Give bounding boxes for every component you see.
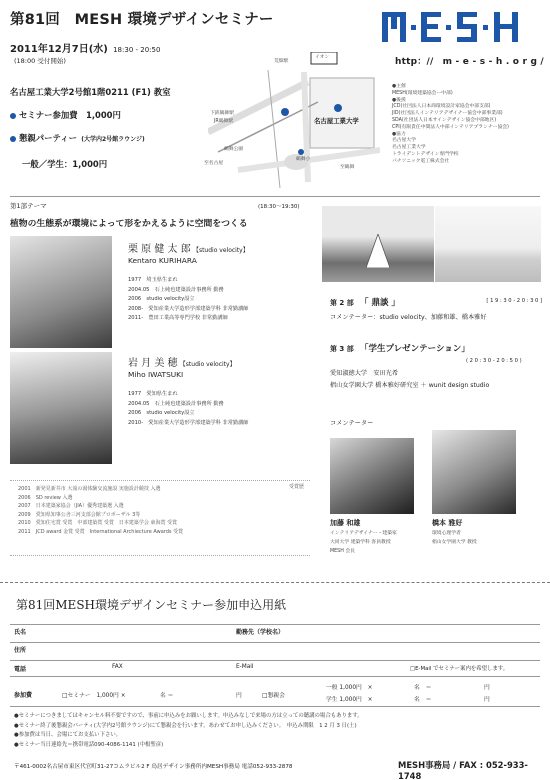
map-label-arahata: 荒畑駅 bbox=[274, 59, 289, 64]
part2-label: 第 2 部 bbox=[330, 299, 354, 307]
divider bbox=[10, 196, 540, 197]
award-item: 2006 SD review 入選 bbox=[18, 494, 73, 501]
party-fee: 一般／学生：1,000円 bbox=[22, 159, 108, 169]
award-item: 2009 愛知県知事公舎三河支部会館プロポーザル 3等 bbox=[18, 511, 141, 518]
name-field[interactable] bbox=[40, 626, 230, 640]
seminar-count-label: 名 ＝ bbox=[160, 693, 174, 699]
speaker2-photo bbox=[10, 352, 112, 464]
part3-line1: 愛知淑徳大学 安田光希 bbox=[330, 370, 399, 377]
commentator2-photo bbox=[432, 430, 516, 514]
part1-theme: 植物の生態系が環境によって形をかえるように空間をつくる bbox=[10, 219, 248, 229]
organizer-line: ●主催 bbox=[392, 84, 406, 89]
part2-title: 「 鼎談 」 bbox=[359, 298, 400, 308]
address-field[interactable] bbox=[40, 644, 538, 658]
general-count-label: 名 ＝ bbox=[414, 685, 432, 691]
organizer-line: ●協力 bbox=[392, 131, 406, 137]
fax-label: FAX bbox=[112, 664, 123, 670]
general-yen-label: 円 bbox=[484, 685, 490, 691]
speaker2-name: 岩 月 美 穂 bbox=[128, 358, 178, 369]
awards-heading: 受賞歴 bbox=[288, 484, 304, 490]
event-time: 18:30 - 20:50 bbox=[113, 46, 161, 54]
commentator2-name: 橋本 雅好 bbox=[432, 519, 463, 527]
map-label-aeon: イオン bbox=[315, 55, 330, 60]
org-label: 勤務先（学校名） bbox=[236, 629, 285, 636]
bio-line: 2004.05 石上純也建築設計事務所 勤務 bbox=[128, 400, 224, 407]
party-place: (大学内2号館ラウンジ) bbox=[81, 136, 145, 143]
speaker1-photo bbox=[10, 236, 112, 348]
map-label-park: 鶴舞公園 bbox=[224, 147, 244, 152]
commentator1-photo bbox=[330, 438, 414, 514]
part3-title: 「学生プレゼンテーション」 bbox=[359, 344, 470, 354]
venue: 名古屋工業大学2号館1階0211 (F1) 教室 bbox=[10, 87, 171, 97]
part2-header bbox=[330, 296, 542, 308]
map-label-tsurumai: 至鶴舞 bbox=[340, 165, 355, 170]
form-line bbox=[10, 642, 540, 643]
note-line: ●セミナー終了後懇親会パーティ(大学内2号館ラウンジ)にて懇親会を行います。あわせてお申し込みください。 申込み期限 1 2 月 3 日(土) bbox=[14, 722, 357, 729]
info-line: 大同大学 建築学科 客員教授 bbox=[330, 539, 391, 545]
fee-label: セミナー参加費 1,000円 bbox=[19, 110, 121, 120]
form-line bbox=[10, 676, 540, 677]
cut-line bbox=[0, 582, 550, 583]
form-title: 第81回MESH環境デザインセミナー参加申込用紙 bbox=[16, 598, 287, 612]
info-line: インテリアデザイナー・建築家 bbox=[330, 531, 397, 536]
organizer-line: MESH(環境建築協会ー中部) bbox=[392, 90, 453, 96]
speaker2-roman: Miho IWATSUKI bbox=[128, 370, 184, 379]
part1-label: 第1部テーマ bbox=[10, 202, 47, 210]
award-item: 2007 日本建築家協会（JIA）優秀建築選 入選 bbox=[18, 503, 124, 510]
commentator1-info bbox=[330, 530, 397, 556]
part3-label: 第 3 部 bbox=[330, 345, 354, 353]
organizer-line: 名古屋工業大学 bbox=[392, 145, 426, 151]
commentators-heading: コメンテーター bbox=[330, 420, 374, 427]
organizers bbox=[392, 84, 548, 166]
note-line: ●参加費は当日、会場にてお支払い下さい。 bbox=[14, 732, 122, 739]
event-date: 2011年12月7日(水) bbox=[10, 44, 108, 55]
info-line: 椙山女学園大学 教授 bbox=[432, 539, 477, 545]
bio-line: 2006 studio velocity設立 bbox=[128, 296, 195, 303]
mesh-logo-mark bbox=[380, 6, 542, 46]
organizer-line: 名古屋大学 bbox=[392, 138, 416, 144]
info-line: MESH 会長 bbox=[330, 548, 355, 554]
seminar-checkbox[interactable]: □セミナー 1,000円 × bbox=[62, 693, 126, 699]
tent-structure-graphic bbox=[366, 234, 390, 268]
part3-header bbox=[330, 342, 542, 354]
form-line bbox=[10, 706, 540, 707]
reception-time: (18:00 受付開始) bbox=[14, 57, 66, 65]
footer-address: 〒461-0002名古屋市東区代官町31-27コムラビル2 F 鳥居デザイン事務所内MESH事務局 電話052-933-2878 bbox=[14, 764, 293, 770]
speaker1-name-row bbox=[128, 240, 249, 255]
commentator1-name: 加藤 和雄 bbox=[330, 519, 361, 527]
part3-line2: 椙山女学園大学 橋本雅好研究室 ＋ wunit design studio bbox=[330, 382, 490, 389]
award-item: 2010 愛知住宅賞 受賞 中部建築賞 受賞 日本建築学会 東海賞 受賞 bbox=[18, 520, 178, 527]
organizer-line: SDA(社団法人日本サインデザイン協会中部地区) bbox=[392, 117, 497, 123]
email-optin-checkbox[interactable]: □E-Mail でセミナー案内を希望します。 bbox=[410, 666, 509, 672]
bio-line: 2006 studio velocity設立 bbox=[128, 410, 195, 417]
page-title: 第81回 MESH 環境デザインセミナー bbox=[10, 12, 274, 28]
bullet-icon bbox=[10, 136, 16, 142]
student-line: 学生 1,000円 × bbox=[326, 697, 373, 703]
part3-time: ( 2 0 : 3 0 - 2 0 : 5 0 ) bbox=[466, 358, 522, 364]
commentator2-info bbox=[432, 530, 477, 548]
award-item: 2001 新発見新井市 大滝の湯体験交流施設 実施設計競技 入選 bbox=[18, 486, 161, 492]
map-label-nagoya: 至名古屋 bbox=[204, 161, 224, 166]
award-item: 2011 JCD award 金賞 受賞 International Archiecture Awards 受賞 bbox=[18, 528, 184, 535]
map-label-jr: JR鶴舞駅 bbox=[214, 119, 234, 124]
note-line: ●セミナー当日連絡先＝携帯電話090-4086-1141 (中根聖彦) bbox=[14, 741, 164, 748]
info-line: 環境心理学者 bbox=[432, 531, 461, 536]
footer-fax: MESH事務局 / FAX : 052-933-1748 bbox=[398, 760, 528, 780]
bio-line: 2004.05 石上純也建築設計事務所 勤務 bbox=[128, 286, 224, 293]
organizer-line: JID(社団法人インテリアデザイナー協会中部事業部) bbox=[392, 111, 503, 117]
address-label: 住所 bbox=[14, 647, 27, 654]
venue-map bbox=[204, 52, 380, 190]
organizer-line: パナソニック電工株式会社 bbox=[392, 158, 450, 164]
fee-row bbox=[10, 109, 121, 121]
bio-line: 2008- 愛知産業大学造形学部建築学科 非常勤講師 bbox=[128, 305, 249, 312]
form-notes bbox=[14, 712, 544, 750]
organizer-line: JCD(社団法人日本商環境設計家協会中部支部) bbox=[392, 104, 491, 110]
party-label: 懇親パーティー bbox=[19, 133, 77, 143]
part2-time: [ 1 9 : 3 0 - 2 0 : 3 0 ] bbox=[486, 298, 542, 304]
part1-time: (18:30〜19:30) bbox=[258, 204, 300, 210]
bio-line: 2011- 豊田工業高等専門学校 非常勤講師 bbox=[128, 315, 228, 322]
speaker1-name: 栗 原 健 太 郎 bbox=[128, 244, 191, 255]
map-label-subway: 下鉄鶴舞駅 bbox=[210, 111, 234, 116]
form-line bbox=[10, 624, 540, 625]
student-count-label: 名 ＝ bbox=[414, 697, 432, 703]
event-date-row bbox=[10, 40, 160, 55]
part2-desc: コメンテーター：studio velocity、加藤和雄、橋本雅好 bbox=[330, 314, 487, 321]
general-line: 一般 1,000円 × bbox=[326, 685, 373, 691]
bio-line: 1977 埼玉県生まれ bbox=[128, 277, 178, 283]
seminar-yen-label: 円 bbox=[236, 693, 242, 699]
mesh-logo bbox=[380, 6, 542, 46]
tel-label: 電話 bbox=[14, 666, 27, 673]
speaker1-roman: Kentaro KURIHARA bbox=[128, 256, 197, 265]
org-field[interactable] bbox=[300, 626, 538, 640]
map-label-nit: 名古屋工業大学 bbox=[314, 117, 359, 125]
bio-line: 2010- 愛知産業大学造形学部建築学科 非常勤講師 bbox=[128, 419, 249, 426]
speaker2-affiliation: 【studio velocity】 bbox=[179, 361, 236, 368]
speaker1-bio bbox=[128, 276, 248, 324]
email-label: E-Mail bbox=[236, 664, 254, 670]
project-photo-beach bbox=[435, 206, 541, 282]
fee-label-form: 参加費 bbox=[14, 692, 33, 699]
speaker2-bio bbox=[128, 390, 248, 428]
speaker1-affiliation: 【studio velocity】 bbox=[192, 247, 249, 254]
awards-box bbox=[10, 480, 310, 556]
bullet-icon bbox=[10, 113, 16, 119]
name-label: 氏名 bbox=[14, 629, 27, 636]
form-line bbox=[10, 660, 540, 661]
organizer-line: CPI(有限責任中間法人中部インテリアプランナー協会) bbox=[392, 124, 509, 130]
speaker2-name-row bbox=[128, 354, 236, 369]
organizer-line: トライデントデザイン専門学校 bbox=[392, 151, 459, 157]
student-yen-label: 円 bbox=[484, 697, 490, 703]
note-line: ●セミナーにつきましてはキャンセル料不要ですので、事前に申込みをお願いします。申込みなしで来場の方は立っての聴講の場合もあります。 bbox=[14, 713, 363, 719]
mesh-url[interactable]: http：// m - e - s - h . o r g / bbox=[395, 57, 544, 67]
organizer-line: ●後援 bbox=[392, 97, 406, 103]
map-label-school: 鶴舞小 bbox=[296, 157, 311, 162]
bio-line: 1977 愛知県生まれ bbox=[128, 391, 178, 397]
party-checkbox[interactable]: □懇親会 bbox=[262, 693, 285, 699]
awards-list bbox=[18, 485, 183, 537]
party-row bbox=[10, 132, 145, 144]
